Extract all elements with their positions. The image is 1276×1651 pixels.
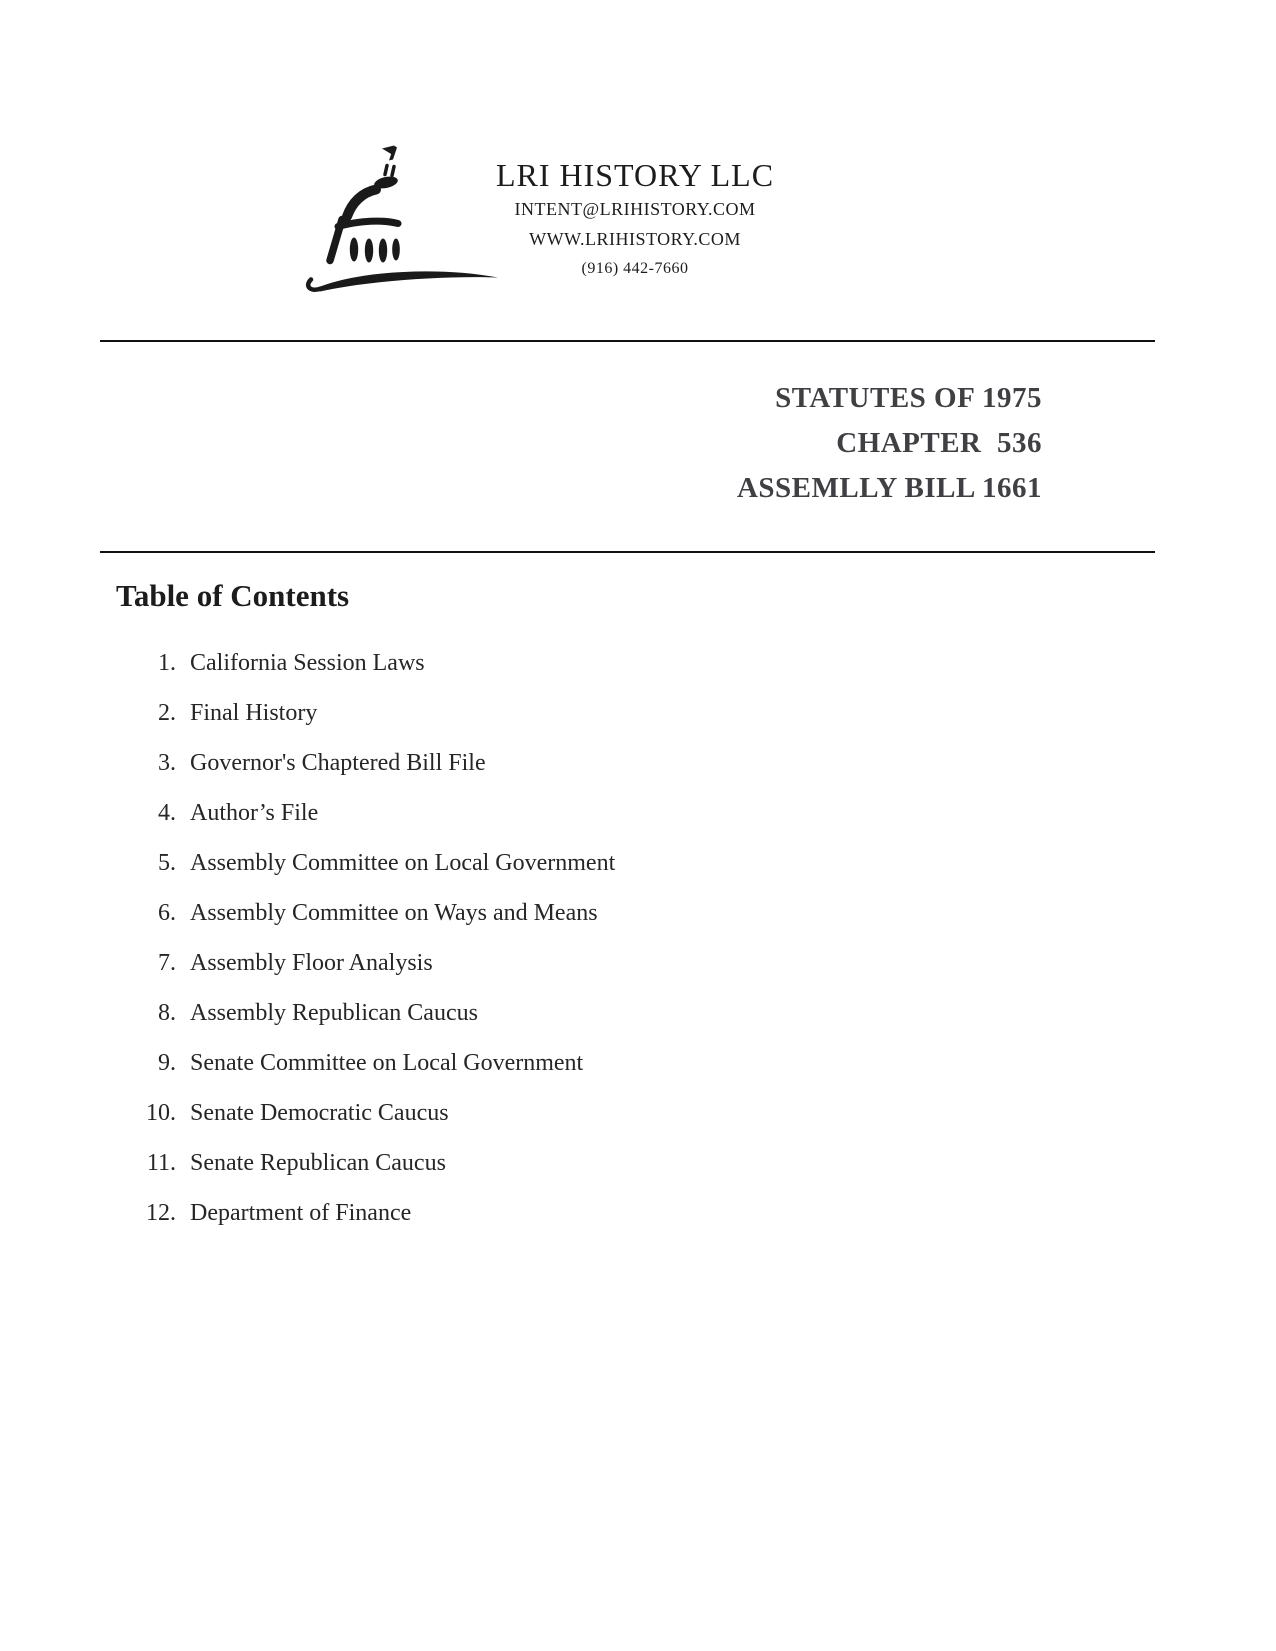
toc-item — [100, 998, 860, 1028]
toc-item-number: 12. — [146, 1200, 176, 1226]
toc-item-number: 2. — [158, 700, 176, 726]
toc-item-label: Assembly Republican Caucus — [190, 1000, 478, 1026]
toc-item-number: 11. — [146, 1150, 176, 1176]
assembly-bill-line: ASSEMLLY BILL 1661 — [736, 472, 1042, 504]
toc-item-number: 7. — [158, 950, 176, 976]
letterhead — [430, 156, 840, 283]
toc-list — [100, 648, 860, 1248]
toc-item-label: Senate Republican Caucus — [190, 1150, 446, 1176]
toc-item-number: 9. — [158, 1050, 176, 1076]
toc-heading: Table of Contents — [116, 578, 350, 613]
statutes-year-line: STATUTES OF 1975 — [775, 382, 1042, 414]
toc-item-label: Assembly Committee on Ways and Means — [190, 900, 598, 926]
company-name: LRI HISTORY LLC — [495, 157, 775, 193]
toc-item-number: 10. — [146, 1100, 176, 1126]
toc-item — [100, 698, 860, 728]
toc-item-label: California Session Laws — [190, 650, 425, 676]
toc-item — [100, 898, 860, 928]
toc-item-label: Department of Finance — [190, 1200, 412, 1226]
toc-item — [100, 1198, 860, 1228]
toc-item — [100, 798, 860, 828]
toc-item-number: 3. — [158, 750, 176, 776]
toc-item-label: Final History — [190, 700, 318, 726]
toc-item-number: 5. — [158, 850, 176, 876]
toc-item — [100, 1098, 860, 1128]
company-phone: (916) 442-7660 — [581, 260, 689, 277]
toc-item — [100, 948, 860, 978]
toc-item-number: 1. — [158, 650, 176, 676]
horizontal-rule-bottom — [100, 551, 1155, 553]
toc-item-number: 6. — [158, 900, 176, 926]
statute-title-block — [737, 376, 1042, 511]
company-email: INTENT@LRIHISTORY.COM — [514, 199, 756, 219]
toc-item — [100, 648, 860, 678]
toc-item-label: Governor's Chaptered Bill File — [190, 750, 486, 776]
toc-item — [100, 1148, 860, 1178]
toc-item-label: Author’s File — [190, 800, 319, 826]
toc-item — [100, 748, 860, 778]
horizontal-rule-top — [100, 340, 1155, 342]
toc-item-label: Senate Democratic Caucus — [190, 1100, 449, 1126]
toc-item — [100, 1048, 860, 1078]
toc-item-label: Assembly Floor Analysis — [190, 950, 433, 976]
chapter-line: CHAPTER 536 — [836, 427, 1042, 459]
toc-item-number: 4. — [158, 800, 176, 826]
toc-item-label: Senate Committee on Local Government — [190, 1050, 584, 1076]
company-website: WWW.LRIHISTORY.COM — [529, 229, 741, 249]
toc-item-label: Assembly Committee on Local Government — [190, 850, 616, 876]
toc-item-number: 8. — [158, 1000, 176, 1026]
toc-item — [100, 848, 860, 878]
